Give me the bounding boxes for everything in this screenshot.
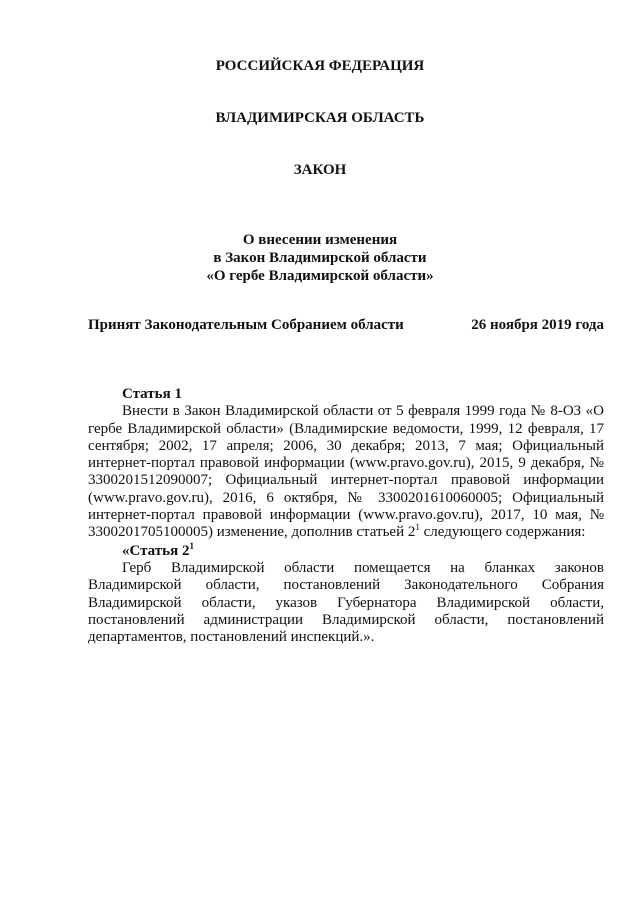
article-1-superscript: 1 (415, 522, 420, 533)
article-2-heading: «Статья $2^1$ (122, 540, 194, 559)
law-title-line-3: «О гербе Владимирской области» (206, 268, 434, 284)
adoption-line (88, 316, 604, 334)
article-1-text: Внести в Закон Владимирской области от 5 февраля 1999 года № 8-ОЗ «О гербе Владимирской области» (Владимирские ведомости, 1999, 12 февраля, 17 сентября; 2002, 17 апреля; 2006, 30 декабря; 2013, 7 мая; Официальный интернет-портал правовой информации (www.pravo.gov.ru), 2015, 9 декабря, № 3300201512090007; Официальный интернет-портал правовой информации (www.pravo.gov.ru), 2016, 6 октября, № 3300201610060005; Официальный интернет-портал правовой информации (www.pravo.gov.ru), 2017, 10 мая, № 3300201705100005) изменение, дополнив статьей $2^1$ следующего содержания: (88, 403, 604, 541)
adopted-by: Принят Законодательным Собранием области (88, 317, 404, 333)
article-2-superscript: 1 (189, 540, 194, 551)
law-body (88, 386, 604, 646)
law-title-line-2: в Закон Владимирской области (213, 250, 427, 266)
region-heading: ВЛАДИМИРСКАЯ ОБЛАСТЬ (215, 110, 425, 126)
doc-type-heading: ЗАКОН (293, 162, 347, 178)
article-2-text: Герб Владимирской области помещается на бланках законов Владимирской области, постановлений Законодательного Собрания Владимирской области, указов Губернатора Владимирской области, постановлений администрации Владимирской области, постановлений департаментов, постановлений инспекций.». (88, 559, 604, 646)
country-heading: РОССИЙСКАЯ ФЕДЕРАЦИЯ (215, 58, 425, 74)
adoption-date: 26 ноября 2019 года (471, 317, 604, 333)
law-title-line-1: О внесении изменения (242, 232, 398, 248)
article-1-heading: Статья 1 (122, 386, 182, 402)
